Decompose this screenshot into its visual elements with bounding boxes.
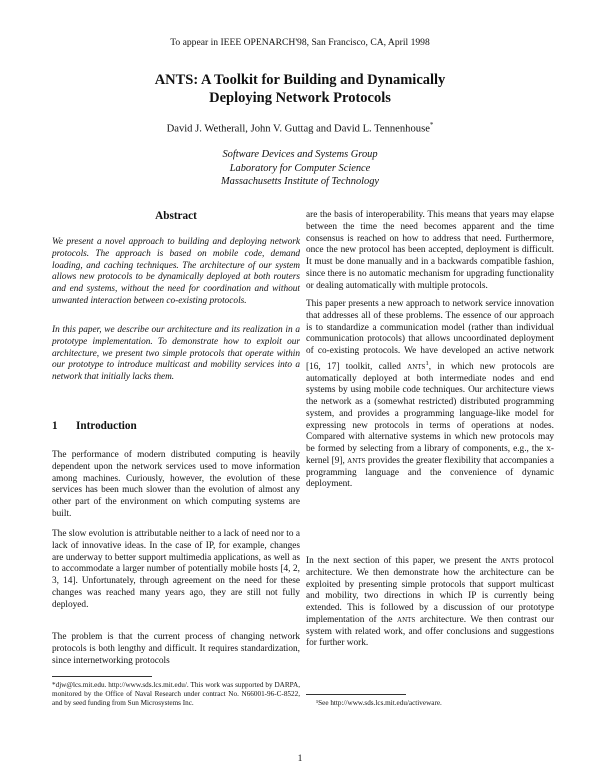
right-p3-text-b: protocol architecture. We then demonstrate how the architecture can be exploited by presenting simple protocols that support multicast and mobility, two directions in which IP is currently being extended. This is followed by a discussion of our prototype implementation of the bbox=[306, 556, 554, 625]
intro-paragraph-3: The problem is that the current process of changing network protocols is both lengthy and difficult. It requires standardization, since internetworking protocols bbox=[52, 632, 300, 666]
intro-paragraph-2: The slow evolution is attributable neither to a lack of need nor to a lack of innovative ideas. In the case of IP, for example, changes are underway to better support multimedia applications, as well as to accommodate a larger number of potentially mobile hosts [4, 2, 3, 14]. Unfortunately, through agreement on the need for these changes was reached many years ago, they are still not fully deployed. bbox=[52, 529, 300, 610]
title-line-2: Deploying Network Protocols bbox=[209, 90, 391, 106]
ants-name: ants bbox=[500, 556, 519, 566]
footnote-right: ¹See http://www.sds.lcs.mit.edu/activeware. bbox=[316, 699, 442, 707]
footnote-mark-1: 1 bbox=[425, 359, 429, 367]
affiliation-group: Software Devices and Systems Group bbox=[222, 149, 378, 160]
page-number: 1 bbox=[297, 753, 303, 764]
abstract-heading: Abstract bbox=[155, 210, 197, 222]
ants-name: ants bbox=[347, 455, 366, 466]
section-title: Introduction bbox=[76, 420, 137, 432]
ants-name: ants bbox=[407, 361, 426, 372]
author-names: David J. Wetherall, John V. Guttag and David L. Tennenhouse bbox=[166, 123, 430, 135]
author-list bbox=[0, 121, 600, 135]
right-p3-text-c: architecture. We then contrast our system with related work, and offer conclusions and suggestions for further work. bbox=[306, 614, 554, 649]
right-p2-text-b: , in which new protocols are automatically deployed at both intermediate nodes and end systems by using mobile code techniques. Our architecture views the network as a (somewhat restricted) distributed programming system, and provides a programming language-like model for expressing new protocols in terms of operations at nodes. Compared with alternative systems in which new protocols may be formed by selecting from a library of components, e.g., the x-kernel [9], bbox=[306, 361, 554, 466]
footnote-left: *djw@lcs.mit.edu. http://www.sds.lcs.mit.edu/. This work was supported by DARPA, monitored by the Office of Naval Research under contract No. N66001-96-C-8522, and by seed funding from Sun Microsystems Inc. bbox=[52, 681, 300, 708]
intro-paragraph-1: The performance of modern distributed computing is heavily dependent upon the network services used to move information among machines. Curiously, however, the evolution of these services has been much slower than the evolution of almost any other part of the environment on which computing systems are built. bbox=[52, 450, 300, 519]
affiliation-institute: Massachusetts Institute of Technology bbox=[220, 176, 380, 187]
right-p2-text-c: provides the greater flexibility that accompanies a programming language and the convenience of dynamic deployment. bbox=[306, 455, 554, 490]
author-footnote-mark: * bbox=[429, 121, 434, 129]
footnote-rule-left bbox=[52, 676, 152, 677]
footnote-rule-right bbox=[306, 694, 406, 695]
venue-line: To appear in IEEE OPENARCH'98, San Francisco, CA, April 1998 bbox=[170, 37, 430, 48]
ants-name: ants bbox=[397, 614, 416, 625]
right-p2-text-a: This paper presents a new approach to network service innovation that addresses all of these problems. The essence of our approach is to standardize a communication model (rather than individual communication protocols) that allows uncoordinated deployment of co-existing protocols. We have developed an active network [16, 17] toolkit, called bbox=[306, 299, 554, 372]
abstract-paragraph-1: We present a novel approach to building and deploying network protocols. The approach is based on mobile code, demand loading, and caching techniques. The architecture of our system allows new protocols to be dynamically deployed at both routers and end systems, without the need for coordination and without unwanted interaction between co-existing protocols. bbox=[52, 237, 300, 306]
right-paragraph-2 bbox=[306, 299, 554, 491]
title-line-1: ANTS: A Toolkit for Building and Dynamically bbox=[154, 72, 446, 88]
abstract-paragraph-2: In this paper, we describe our architecture and its realization in a prototype implementation. To demonstrate how to exploit our architecture, we present two simple protocols that operate within our prototype to introduce multicast and mobility services into a network that initially lacks them. bbox=[52, 325, 300, 382]
affiliation-lab: Laboratory for Computer Science bbox=[229, 162, 371, 174]
right-p3-text-a: In the next section of this paper, we present the bbox=[306, 556, 501, 566]
section-heading-introduction bbox=[52, 420, 137, 432]
affiliation bbox=[0, 148, 600, 189]
paper-title bbox=[60, 71, 540, 107]
right-paragraph-1: are the basis of interoperability. This means that years may elapse between the time the need becomes apparent and the time consensus is reached on how to address that need. Furthermore, once the new protocol has been accepted, deployment is difficult. It must be done manually and in a backwards compatible fashion, since there is no automatic mechanism for upgrading functionality or dealing automatically with multiple protocols. bbox=[306, 210, 554, 291]
section-number: 1 bbox=[52, 420, 58, 432]
right-paragraph-3 bbox=[306, 556, 554, 650]
